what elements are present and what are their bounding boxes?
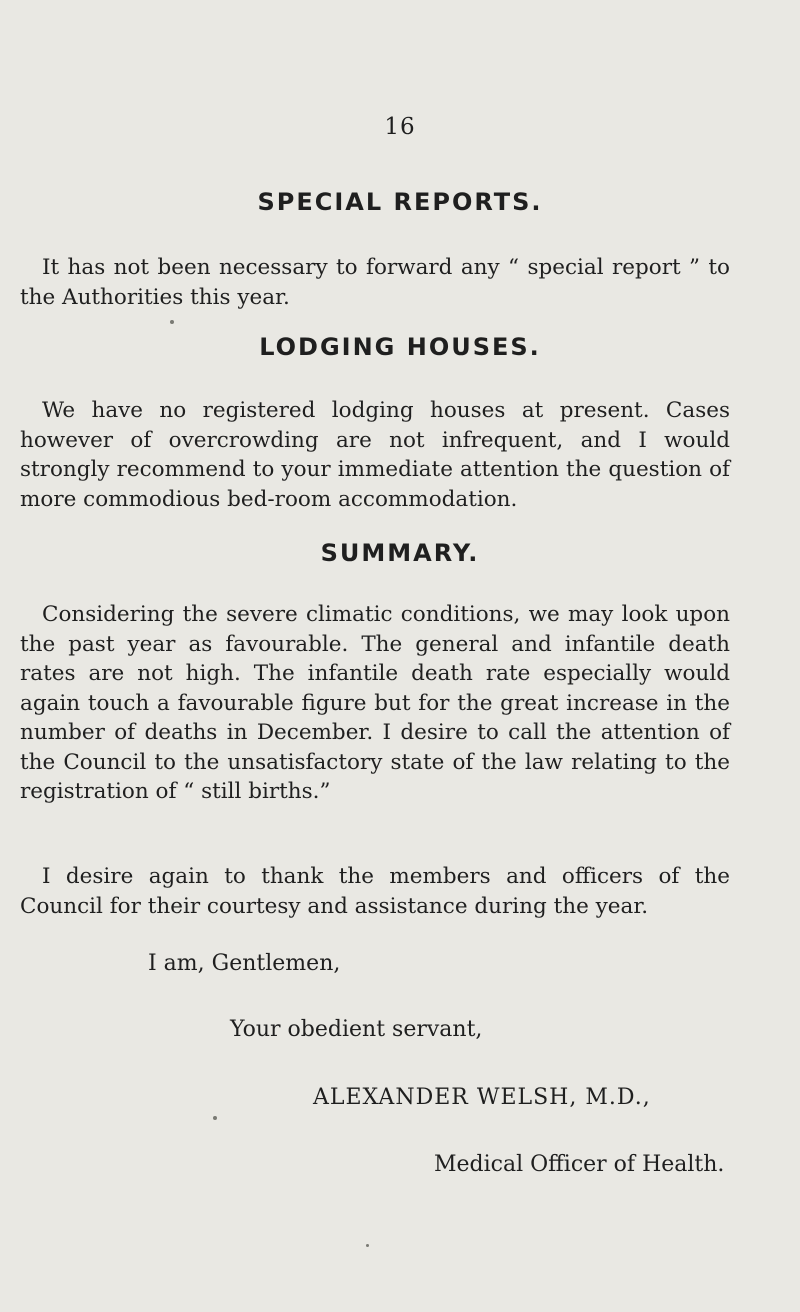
paper-speck <box>366 1244 369 1247</box>
paragraph-summary-thanks: I desire again to thank the members and officers of the Council for their courtesy and assistance during the year. <box>20 864 730 919</box>
signoff-closing: Your obedient servant, <box>230 1017 483 1042</box>
paragraph-lodging-houses: We have no registered lodging houses at present. Cases however of overcrowding are not infrequent, and I would strongly recommend to your immediate attention the question of more commodious bed-room accommodation. <box>20 398 730 512</box>
heading-summary: SUMMARY. <box>320 539 480 567</box>
heading-lodging-houses: LODGING HOUSES. <box>259 333 541 361</box>
paragraph-special-reports: It has not been necessary to forward any “ special report ” to the Authorities this year. <box>20 255 730 310</box>
paragraph-summary-conditions: Considering the severe climatic conditions, we may look upon the past year as favourable. The general and infantile death rates are not high. The infantile death rate especially would again touch a favourable figure but for the great increase in the number of deaths in December. I desire to call the attention of the Council to the unsatisfactory state of the law relating to the registration of “ still births.” <box>20 602 730 804</box>
signoff-salutation: I am, Gentlemen, <box>148 951 341 976</box>
heading-special-reports: SPECIAL REPORTS. <box>257 188 543 216</box>
signoff-title: Medical Officer of Health. <box>434 1152 725 1177</box>
signoff-name: ALEXANDER WELSH, M.D., <box>313 1085 651 1110</box>
paper-speck <box>213 1116 217 1120</box>
paper-speck <box>170 320 174 324</box>
page-number: 16 <box>384 114 416 140</box>
